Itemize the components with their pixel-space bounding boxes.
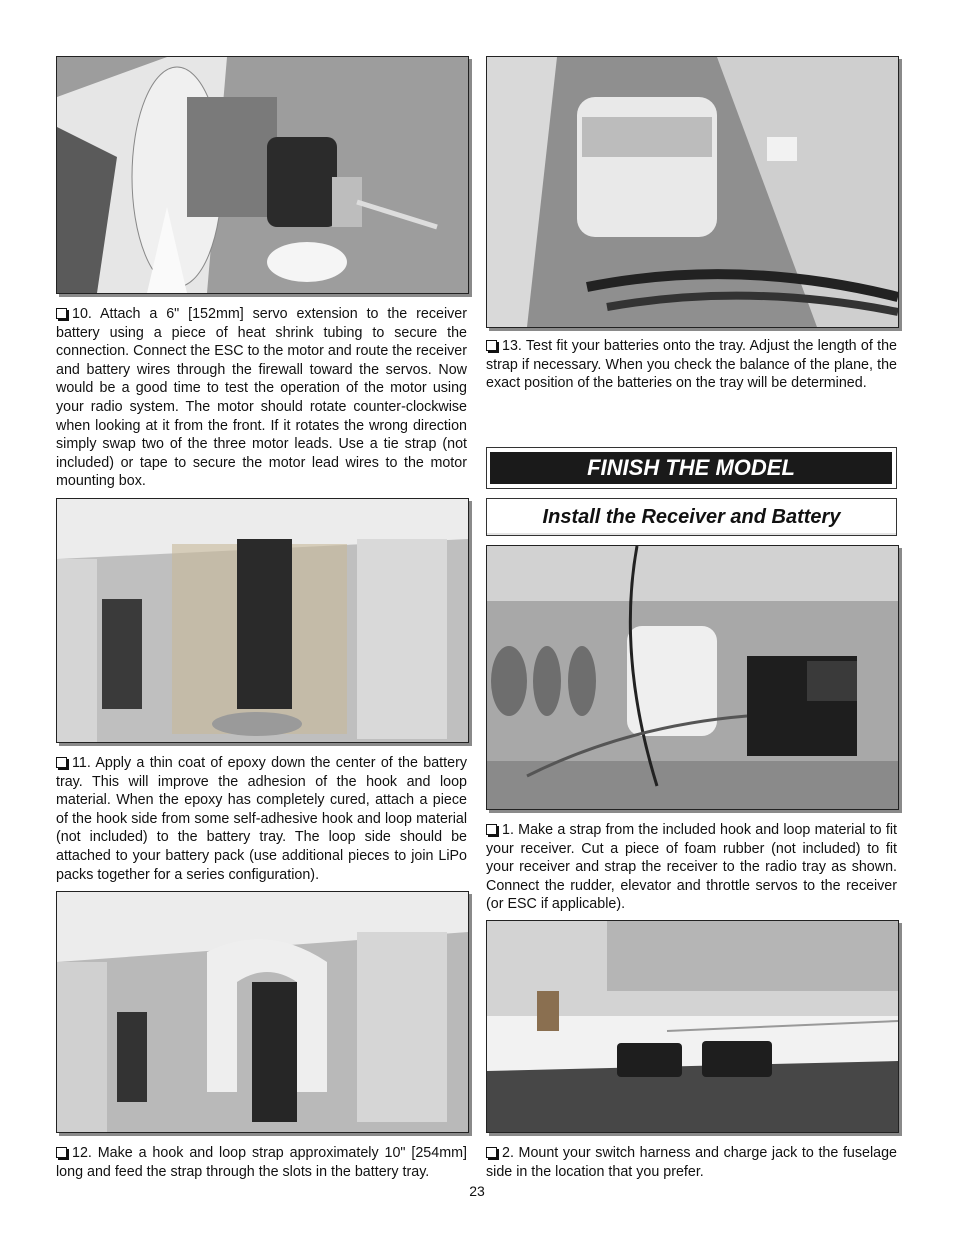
checkbox-icon[interactable] [56, 757, 67, 768]
step-13-text: 13. Test fit your batteries onto the tray. Adjust the length of the strap if necessary. When you check the balance of the plane, the exact position of the batteries on the tray will be determined. [486, 338, 897, 392]
checkbox-icon[interactable] [56, 308, 67, 319]
checkbox-icon[interactable] [486, 340, 497, 351]
step-10-text: 10. Attach a 6" [152mm] servo extension to the receiver battery using a piece of heat shrink tubing to secure the connection. Connect the ESC to the motor and route the receiver and battery wires through the firewall toward the servos. Now would be a good time to test the operation of the motor using your radio system. The motor should rotate counter-clockwise when looking at it from the front. If it rotates the wrong direction simply swap two of the three motor leads. Use a tie strap (not included) or tape to secure the motor lead wires to the motor mounting box. [56, 306, 467, 490]
subsection-heading: Install the Receiver and Battery [486, 498, 897, 536]
photo-switch-harness [486, 920, 899, 1133]
step-11-text: 11. Apply a thin coat of epoxy down the center of the battery tray. This will improve the adhesion of the hook and loop material. When the epoxy has completely cured, attach a piece of the hook side from some self-adhesive hook and loop material (not included) to the battery tray. The loop side should be attached to your battery pack (use additional pieces to join LiPo packs together for a series configuration). [56, 755, 467, 883]
step-12-text: 12. Make a hook and loop strap approximately 10" [254mm] long and feed the strap through the slots in the battery tray. [56, 1145, 467, 1180]
photo-motor-mount [56, 56, 469, 294]
page-number: 23 [469, 1183, 485, 1199]
checkbox-icon[interactable] [486, 1147, 497, 1158]
section-heading-box [486, 447, 897, 489]
photo-battery-tray [56, 498, 469, 743]
photo-strap [56, 891, 469, 1133]
checkbox-icon[interactable] [56, 1147, 67, 1158]
section-heading: FINISH THE MODEL [490, 452, 892, 484]
photo-battery-fit [486, 56, 899, 328]
step-r2-text: 2. Mount your switch harness and charge jack to the fuselage side in the location that you prefer. [486, 1145, 897, 1180]
photo-receiver-servos [486, 545, 899, 810]
checkbox-icon[interactable] [486, 824, 497, 835]
step-r1-text: 1. Make a strap from the included hook and loop material to fit your receiver. Cut a piece of foam rubber (not included) to fit your receiver and strap the receiver to the radio tray as shown. Connect the rudder, elevator and throttle servos to the receiver (or ESC if applicable). [486, 822, 897, 913]
